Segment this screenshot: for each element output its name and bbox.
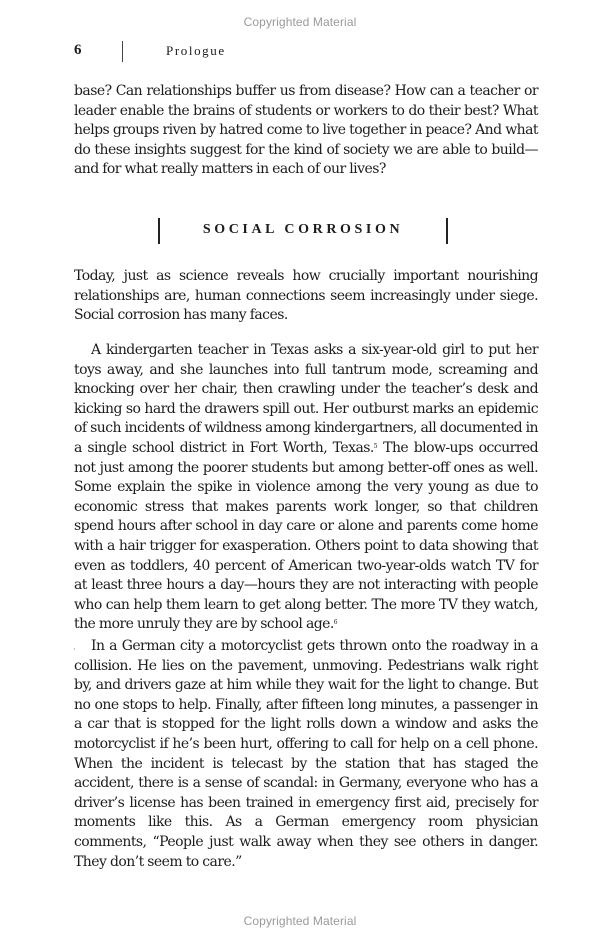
margin-mark: · (73, 645, 76, 654)
intro-paragraph: base? Can relationships buffer us from disease? How can a teacher or leader enable the brains of students or workers to do their best? What helps groups riven by hatred come to live together in peace? And what do these insights suggest for the kind of society we are able to build—and for what really matters in each of our lives? (74, 83, 538, 178)
copyright-watermark-top: Copyrighted Material (243, 15, 357, 29)
footnote-ref-5: 5 (373, 442, 378, 450)
section-title: SOCIAL CORROSION (202, 222, 404, 237)
paragraph-motorcyclist: In a German city a motorcyclist gets thrown onto the roadway in a collision. He lies on the pavement, unmoving. Pedestrians walk right by, and drivers gaze at him while they wait for the light to change. But no one stops to help. Finally, after fifteen long minutes, a passenger in a car that is stopped for the light rolls down a window and asks the motorcyclist if he’s been hurt, offering to call for help on a cell phone. When the incident is telecast by the station that has staged the accident, there is a sense of scandal: in Germany, everyone who has a driver’s license has been trained in emergency first aid, precisely for moments like this. As a German emergency room physician comments, “People just walk away when they see others in danger. They don’t seem to care.” (74, 638, 538, 870)
section-heading (158, 218, 448, 244)
footnote-ref-6: 6 (333, 619, 338, 627)
paragraph-kindergarten-text-2: The blow-ups occurred not just among the poorer students but among better-off ones as well. Some explain the spike in violence among the very young as due to economic stress that makes parents work longer, so that children spend hours after school in day care or alone and parents come home with a hair trigger for exasperation. Others point to data showing that even as toddlers, 40 percent of American two-year-olds watch TV for at least three hours a day—hours they are not interacting with people who can help them learn to get along better. The more TV they watch, the more unruly they are by school age. (74, 439, 538, 633)
chapter-title: Prologue (166, 43, 226, 58)
paragraph-kindergarten-text-1: A kindergarten teacher in Texas asks a six-year-old girl to put her toys away, and she launches into full tantrum mode, screaming and knocking over her chair, then crawling under the teacher’s desk and kicking so hard the drawers spill out. Her outburst marks an epidemic of such incidents of wildness among kindergartners, all documented in a single school district in Fort Worth, Texas. (74, 342, 538, 456)
page-number: 6 (74, 42, 82, 58)
section-heading-right-bar (446, 218, 448, 244)
copyright-watermark-bottom: Copyrighted Material (243, 914, 357, 928)
paragraph-social-corrosion: Today, just as science reveals how crucially important nourishing relationships are, human connections seem increasingly under siege. Social corrosion has many faces. (74, 268, 538, 324)
running-head-divider (122, 41, 123, 62)
paragraph-kindergarten (74, 341, 538, 635)
